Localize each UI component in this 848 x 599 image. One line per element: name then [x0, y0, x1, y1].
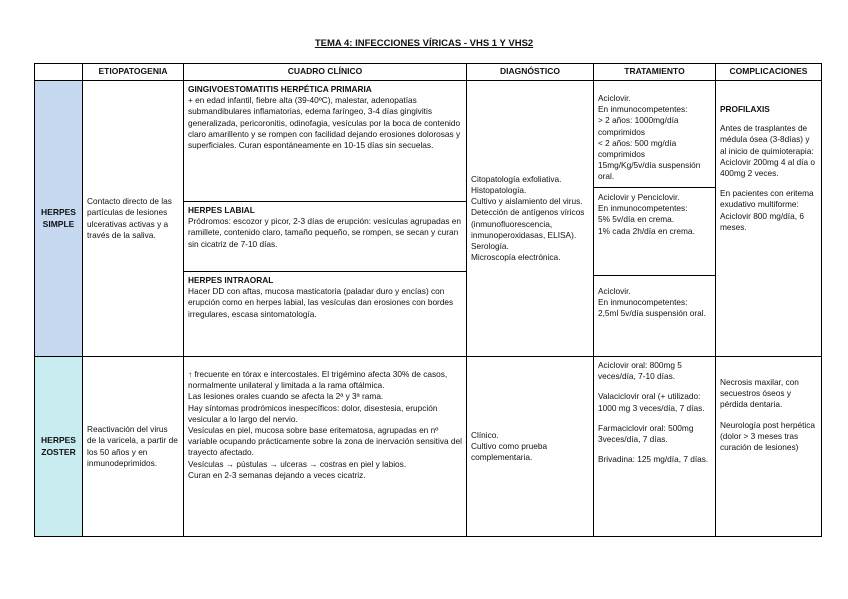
- herpes-intraoral-cell: [184, 272, 467, 357]
- simple-tratamiento: [594, 81, 716, 357]
- header-row: [35, 64, 822, 81]
- row-herpes-simple-1: [35, 81, 822, 202]
- header-complicaciones: COMPLICACIONES: [716, 64, 822, 81]
- labial-text: Pródromos: escozor y picor, 2-3 días de erupción: vesículas agrupadas en ramillete, contenido claro, tamaño pequeño, se rompen, se secan y curan sin cicatriz de 7-10 días.: [188, 216, 462, 249]
- trat-gingivo: Aciclovir. En inmunocompetentes: > 2 años: 1000mg/día comprimidos < 2 años: 500 mg/día comprimidos 15mg/Kg/5v/día suspensión oral.: [594, 81, 715, 188]
- gingivoestomatitis-cell: [184, 81, 467, 202]
- zoster-tratamiento: Aciclovir oral: 800mg 5 veces/día, 7-10 días. Valaciclovir oral (+ utilizado: 1000 mg 3 veces/día, 7 días. Farmaciclovir oral: 500mg 3veces/día, 7 días. Brivadina: 125 mg/día, 7 días.: [594, 357, 716, 537]
- infections-table: [34, 63, 822, 537]
- gingivo-text: + en edad infantil, fiebre alta (39-40ºC), malestar, adenopatías submandibulares inflamatorias, edema faríngeo, 3-4 días gingivitis generalizada, pericoronitis, odinofagia, vesículas por la boca de contenido claro amarillento y se rompen con facilidad dejando erosiones dolorosas y superficiales. Curan espontáneamente en 10-15 días sin secuelas.: [188, 95, 461, 150]
- row-label-herpes-zoster: HERPES ZOSTER: [35, 357, 83, 537]
- simple-diagnostico: Citopatología exfoliativa. Histopatología. Cultivo y aislamiento del virus. Detección de antígenos víricos (inmunofluorescencia, inmunoperoxidasas, ELISA). Serología. Microscopía electrónica.: [467, 81, 594, 357]
- simple-etiopatogenia: Contacto directo de las partículas de lesiones ulcerativas activas y a través de la saliva.: [83, 81, 184, 357]
- profilaxis-heading: PROFILAXIS: [720, 104, 770, 114]
- zoster-diagnostico: Clínico. Cultivo como prueba complementaria.: [467, 357, 594, 537]
- header-tratamiento: TRATAMIENTO: [594, 64, 716, 81]
- herpes-labial-cell: [184, 202, 467, 272]
- zoster-cuadro-clinico: ↑ frecuente en tórax e intercostales. El trigémino afecta 30% de casos, normalmente unilateral y limitada a la rama oftálmica. Las lesiones orales cuando se afecta la 2ª y 3ª rama. Hay síntomas prodrómicos inespecíficos: dolor, disestesia, erupción vesicular a lo largo del nervio. Vesículas en piel, mucosa sobre base eritematosa, agrupadas en nº variable ocupando prácticamente sobre la zona de inervación sensitiva del trayecto afectado. Vesículas → pústulas → ulceras → costras en piel y labios. Curan en 2-3 semanas dejando a veces cicatriz.: [184, 357, 467, 537]
- page-title: TEMA 4: INFECCIONES VÍRICAS - VHS 1 Y VHS2: [314, 38, 534, 49]
- trat-intraoral: Aciclovir. En inmunocompetentes: 2,5ml 5v/día suspensión oral.: [598, 286, 706, 319]
- gingivo-title: GINGIVOESTOMATITIS HERPÉTICA PRIMARIA: [188, 84, 372, 94]
- trat-labial: Aciclovir y Penciclovir. En inmunocompetentes: 5% 5v/día en crema. 1% cada 2h/día en crema.: [594, 188, 715, 276]
- labial-title: HERPES LABIAL: [188, 205, 255, 215]
- simple-complicaciones: PROFILAXIS Antes de trasplantes de médula ósea (3-8días) y al inicio de quimioterapia: Aciclovir 200mg 4 al día o 400mg 2 veces. En pacientes con eritema exudativo multiforme: Aciclovir 800 mg/día, 6 meses.: [716, 81, 822, 357]
- zoster-etiopatogenia: Reactivación del virus de la varicela, a partir de los 50 años y en inmunodeprimidos.: [83, 357, 184, 537]
- intraoral-text: Hacer DD con aftas, mucosa masticatoria (paladar duro y encías) con erupción como en herpes labial, las vesículas dan erosiones con bordes irregulares, escasa sintomatología.: [188, 286, 454, 319]
- header-blank: [35, 64, 83, 81]
- zoster-complicaciones: Necrosis maxilar, con secuestros óseos y pérdida dentaria. Neurología post herpética (dolor > 3 meses tras curación de lesiones): [716, 357, 822, 537]
- row-herpes-zoster: [35, 357, 822, 537]
- intraoral-title: HERPES INTRAORAL: [188, 275, 274, 285]
- header-cuadro-clinico: CUADRO CLÍNICO: [184, 64, 467, 81]
- header-diagnostico: DIAGNÓSTICO: [467, 64, 594, 81]
- row-label-herpes-simple: HERPES SIMPLE: [35, 81, 83, 357]
- header-etiopatogenia: ETIOPATOGENIA: [83, 64, 184, 81]
